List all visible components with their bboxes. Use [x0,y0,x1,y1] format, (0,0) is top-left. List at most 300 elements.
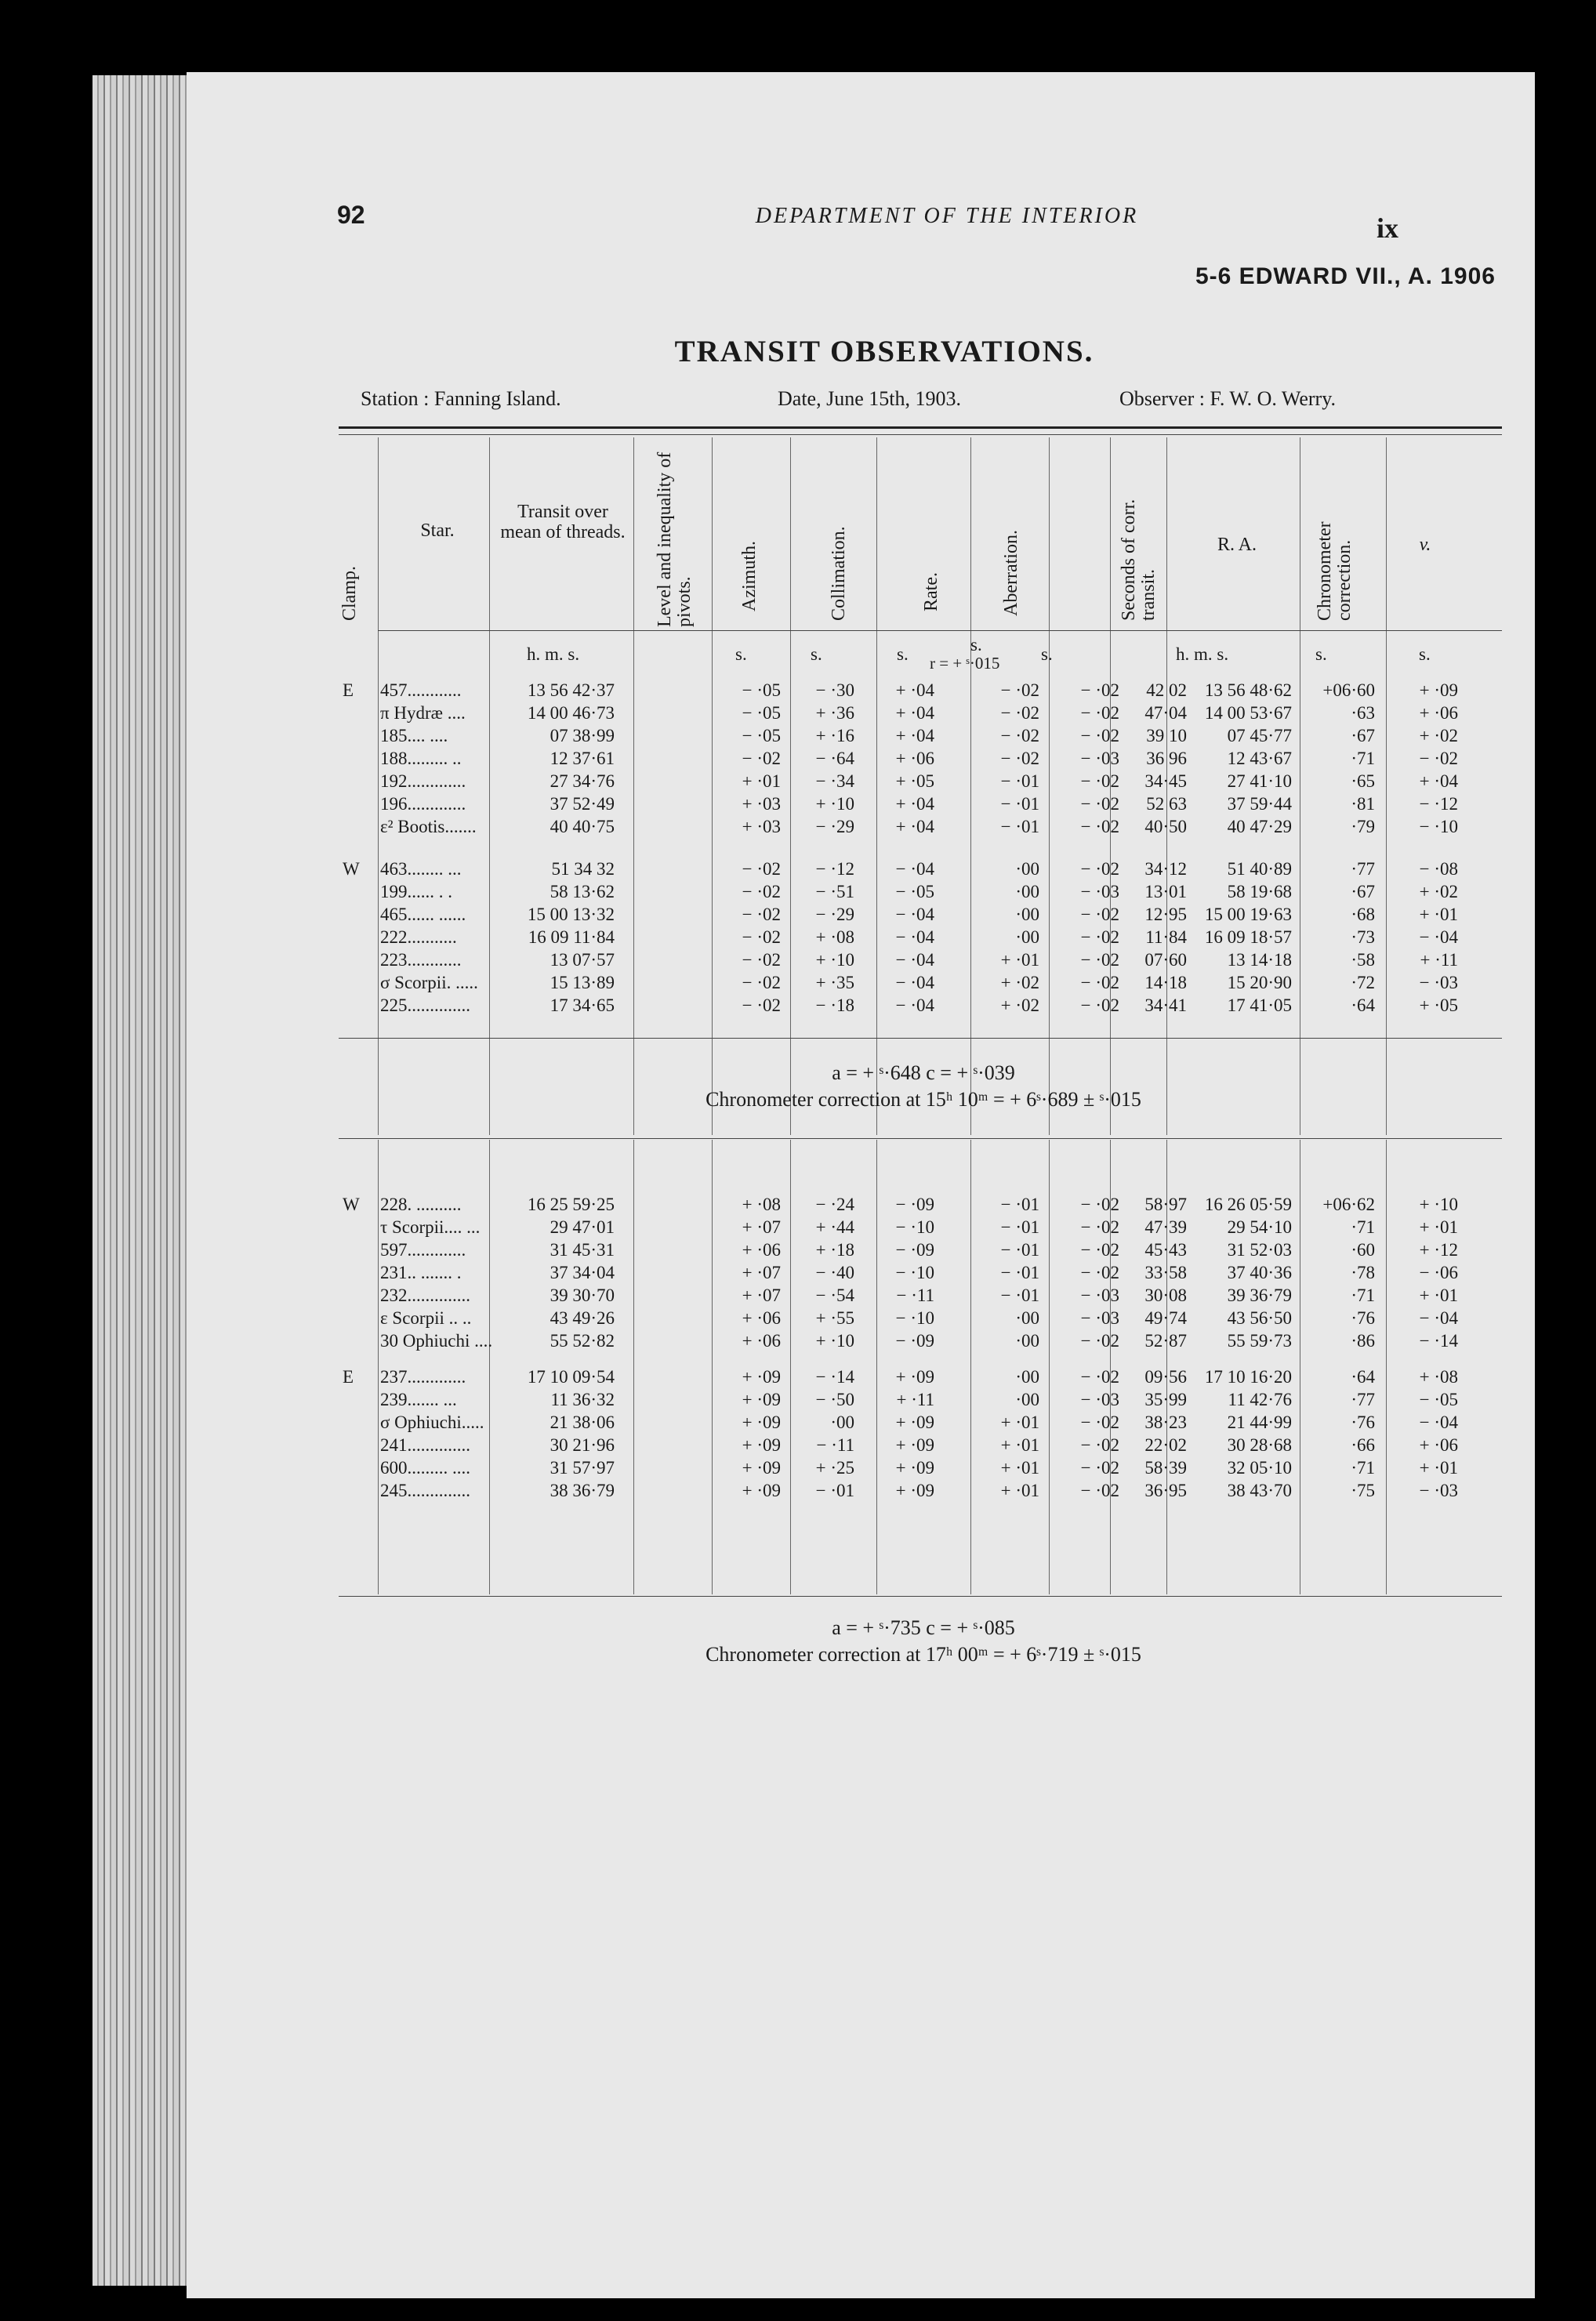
cell-aberr: − ·02 [1080,973,1119,992]
cell-sec: 35·99 [1144,1390,1187,1409]
table-row [187,1481,1535,1503]
cell-star: 463........ ... [380,859,462,879]
table-top-rule-thin [339,434,1502,435]
cell-star: 239....... ... [380,1390,457,1409]
cell-transit: 13 07·57 [550,950,615,970]
cell-ra: 15 00 19·63 [1204,905,1292,924]
page-number: 92 [337,201,365,229]
cell-coll: + ·09 [895,1435,934,1455]
cell-v: − ·02 [1419,749,1458,768]
cell-transit: 16 25 59·25 [527,1195,615,1214]
cell-rate: + ·02 [1000,973,1039,992]
cell-rate: − ·02 [1000,749,1039,768]
cell-transit: 55 52·82 [550,1331,615,1351]
cell-star: 185.... .... [380,726,448,745]
table-row [187,1458,1535,1480]
cell-rate: − ·02 [1000,726,1039,745]
cell-aberr: − ·02 [1080,680,1119,700]
cell-star: ε² Bootis....... [380,817,477,836]
table-row [187,1390,1535,1412]
cell-v: − ·10 [1419,817,1458,836]
cell-aberr: − ·03 [1080,882,1119,901]
cell-transit: 15 00 13·32 [527,905,615,924]
cell-azimuth: − ·14 [815,1367,854,1387]
cell-level: + ·07 [742,1286,781,1305]
group2-bottom-rule [339,1038,1502,1039]
cell-level: − ·05 [742,680,781,700]
cell-v: − ·12 [1419,794,1458,814]
cell-coll: + ·11 [896,1390,934,1409]
cell-ra: 15 20·90 [1227,973,1292,992]
cell-ra: 16 09 18·57 [1204,927,1292,947]
cell-star: 245.............. [380,1481,470,1500]
cell-chron: ·68 [1351,905,1375,924]
cell-transit: 13 56 42·37 [527,680,615,700]
cell-aberr: − ·02 [1080,794,1119,814]
cell-v: + ·06 [1419,1435,1458,1455]
cell-ra: 43 56·50 [1227,1308,1292,1328]
cell-ra: 30 28·68 [1227,1435,1292,1455]
cell-chron: ·73 [1351,927,1375,947]
cell-sec: 49·74 [1144,1308,1187,1328]
cell-rate: + ·02 [1000,995,1039,1015]
cell-chron: ·86 [1351,1331,1375,1351]
cell-aberr: − ·03 [1080,1390,1119,1409]
cell-aberr: − ·02 [1080,1367,1119,1387]
cell-level: + ·09 [742,1458,781,1478]
cell-azimuth: − ·51 [815,882,854,901]
cell-coll: − ·04 [895,973,934,992]
cell-azimuth: − ·34 [815,771,854,791]
cell-v: − ·05 [1419,1390,1458,1409]
cell-coll: − ·11 [896,1286,934,1305]
table-row [187,1331,1535,1353]
header-aberration: Aberration. [1001,530,1021,616]
cell-star: 600......... .... [380,1458,470,1478]
cell-chron: ·66 [1351,1435,1375,1455]
cell-aberr: − ·03 [1080,749,1119,768]
cell-rate: − ·01 [1000,1217,1039,1237]
cell-aberr: − ·02 [1080,1217,1119,1237]
cell-coll: − ·10 [895,1308,934,1328]
cell-rate: ·00 [1015,1308,1039,1328]
cell-transit: 51 34 32 [551,859,615,879]
cell-coll: + ·09 [895,1481,934,1500]
cell-sec: 12·95 [1144,905,1187,924]
cell-v: − ·06 [1419,1263,1458,1282]
cell-rate: − ·01 [1000,1240,1039,1260]
cell-level: + ·09 [742,1481,781,1500]
cell-v: + ·09 [1419,680,1458,700]
cell-star: 223............ [380,950,462,970]
header-chronometer: Chronometer correction. [1315,521,1355,621]
cell-level: − ·02 [742,859,781,879]
cell-ra: 29 54·10 [1227,1217,1292,1237]
cell-ra: 16 26 05·59 [1204,1195,1292,1214]
cell-v: − ·03 [1419,973,1458,992]
cell-v: + ·11 [1420,950,1458,970]
cell-sec: 39 10 [1146,726,1187,745]
units-level: s. [735,644,747,664]
table-row [187,995,1535,1017]
date-info: Date, June 15th, 1903. [778,387,961,410]
cell-ra: 12 43·67 [1227,749,1292,768]
cell-level: − ·02 [742,995,781,1015]
cell-transit: 16 09 11·84 [528,927,615,947]
cell-sec: 36 96 [1146,749,1187,768]
cell-star: 237............. [380,1367,466,1387]
units-aberration: s. [1041,644,1053,664]
cell-clamp: E [343,1367,354,1387]
cell-ra: 31 52·03 [1227,1240,1292,1260]
cell-ra: 13 56 48·62 [1204,680,1292,700]
page-title: TRANSIT OBSERVATIONS. [674,335,1094,368]
cell-rate: − ·01 [1000,771,1039,791]
units-collimation: s. [897,644,909,664]
cell-level: − ·02 [742,950,781,970]
cell-transit: 27 34·76 [550,771,615,791]
cell-coll: + ·04 [895,726,934,745]
cell-aberr: − ·02 [1080,1435,1119,1455]
cell-transit: 39 30·70 [550,1286,615,1305]
cell-rate: − ·02 [1000,680,1039,700]
cell-azimuth: − ·64 [815,749,854,768]
cell-aberr: − ·02 [1080,771,1119,791]
cell-ra: 13 14·18 [1227,950,1292,970]
cell-level: + ·09 [742,1435,781,1455]
cell-level: + ·06 [742,1308,781,1328]
cell-level: + ·03 [742,794,781,814]
units-rate: s. [970,635,982,655]
table-row [187,1217,1535,1239]
cell-rate: + ·01 [1000,1435,1039,1455]
cell-azimuth: ·00 [830,1413,854,1432]
header-clamp: Clamp. [339,566,360,621]
cell-v: + ·08 [1419,1367,1458,1387]
cell-v: − ·14 [1419,1331,1458,1351]
running-title: DEPARTMENT OF THE INTERIOR [755,204,1139,228]
units-transit: h. m. s. [527,644,580,664]
cell-sec: 47·39 [1144,1217,1187,1237]
cell-transit: 07 38·99 [550,726,615,745]
cell-coll: − ·10 [895,1217,934,1237]
header-seconds: Seconds of corr. transit. [1119,499,1159,621]
cell-coll: − ·04 [895,950,934,970]
table-row [187,973,1535,995]
cell-star: 597............. [380,1240,466,1260]
header-level: Level and inequality of pivots. [655,452,695,627]
cell-ra: 07 45·77 [1227,726,1292,745]
scanned-page [187,72,1535,2298]
roman-page-number: ix [1377,212,1399,244]
cell-level: + ·07 [742,1217,781,1237]
cell-sec: 42 02 [1146,680,1187,700]
units-azimuth: s. [811,644,822,664]
cell-coll: − ·09 [895,1240,934,1260]
cell-v: + ·01 [1419,1217,1458,1237]
cell-aberr: − ·02 [1080,859,1119,879]
cell-ra: 40 47·29 [1227,817,1292,836]
cell-transit: 43 49·26 [550,1308,615,1328]
cell-transit: 17 10 09·54 [527,1367,615,1387]
cell-sec: 45·43 [1144,1240,1187,1260]
cell-azimuth: + ·35 [815,973,854,992]
table-top-rule [339,426,1502,429]
table-row [187,703,1535,725]
cell-chron: ·64 [1351,1367,1375,1387]
cell-coll: + ·09 [895,1367,934,1387]
cell-transit: 40 40·75 [550,817,615,836]
cell-coll: + ·05 [895,771,934,791]
cell-azimuth: − ·29 [815,817,854,836]
cell-v: + ·02 [1419,882,1458,901]
cell-chron: ·63 [1351,703,1375,723]
cell-rate: − ·01 [1000,1195,1039,1214]
cell-rate: + ·01 [1000,1481,1039,1500]
cell-rate: ·00 [1015,905,1039,924]
cell-transit: 15 13·89 [550,973,615,992]
cell-azimuth: − ·40 [815,1263,854,1282]
cell-star: 192............. [380,771,466,791]
cell-aberr: − ·02 [1080,1263,1119,1282]
table-row [187,905,1535,927]
table-row [187,749,1535,771]
cell-aberr: − ·02 [1080,1331,1119,1351]
cell-level: + ·09 [742,1367,781,1387]
cell-transit: 31 45·31 [550,1240,615,1260]
cell-coll: + ·04 [895,794,934,814]
cell-level: − ·02 [742,905,781,924]
cell-coll: − ·09 [895,1331,934,1351]
summary1-chronometer: Chronometer correction at 15ʰ 10ᵐ = + 6ˢ·689 ± ˢ·015 [706,1088,1141,1111]
cell-sec: 14·18 [1144,973,1187,992]
summary2-chronometer: Chronometer correction at 17ʰ 00ᵐ = + 6ˢ·719 ± ˢ·015 [706,1643,1141,1666]
cell-rate: ·00 [1015,1331,1039,1351]
cell-coll: − ·05 [895,882,934,901]
cell-chron: ·76 [1351,1308,1375,1328]
cell-coll: + ·04 [895,703,934,723]
cell-aberr: − ·03 [1080,1308,1119,1328]
cell-rate: − ·01 [1000,817,1039,836]
cell-aberr: − ·02 [1080,1458,1119,1478]
cell-star: 225.............. [380,995,470,1015]
cell-chron: ·76 [1351,1413,1375,1432]
cell-star: 241.............. [380,1435,470,1455]
cell-v: − ·04 [1419,1413,1458,1432]
cell-sec: 11·84 [1145,927,1187,947]
cell-azimuth: + ·10 [815,1331,854,1351]
cell-level: − ·02 [742,927,781,947]
cell-coll: + ·09 [895,1458,934,1478]
cell-chron: ·60 [1351,1240,1375,1260]
cell-v: + ·02 [1419,726,1458,745]
cell-star: 228. .......... [380,1195,462,1214]
cell-transit: 21 38·06 [550,1413,615,1432]
cell-ra: 21 44·99 [1227,1413,1292,1432]
cell-aberr: − ·02 [1080,995,1119,1015]
table-row [187,1413,1535,1434]
cell-v: + ·06 [1419,703,1458,723]
cell-ra: 14 00 53·67 [1204,703,1292,723]
cell-ra: 17 41·05 [1227,995,1292,1015]
cell-level: + ·09 [742,1390,781,1409]
cell-chron: ·71 [1351,1286,1375,1305]
table-row [187,1195,1535,1217]
cell-azimuth: − ·01 [815,1481,854,1500]
cell-transit: 17 34·65 [550,995,615,1015]
cell-ra: 51 40·89 [1227,859,1292,879]
table-row [187,1286,1535,1307]
cell-azimuth: − ·54 [815,1286,854,1305]
table-row [187,950,1535,972]
cell-transit: 58 13·62 [550,882,615,901]
cell-ra: 37 59·44 [1227,794,1292,814]
cell-chron: ·58 [1351,950,1375,970]
cell-aberr: − ·02 [1080,1481,1119,1500]
table-row [187,794,1535,816]
cell-chron: ·79 [1351,817,1375,836]
cell-star: 232.............. [380,1286,470,1305]
group4-bottom-rule [339,1596,1502,1597]
cell-sec: 34·12 [1144,859,1187,879]
cell-level: − ·02 [742,973,781,992]
cell-aberr: − ·02 [1080,905,1119,924]
table-row [187,817,1535,839]
cell-chron: ·67 [1351,882,1375,901]
units-rate-r: r = + ˢ·015 [930,654,1000,673]
cell-chron: +06·62 [1322,1195,1375,1214]
cell-ra: 17 10 16·20 [1204,1367,1292,1387]
cell-coll: − ·09 [895,1195,934,1214]
cell-sec: 47·04 [1144,703,1187,723]
cell-rate: ·00 [1015,859,1039,879]
cell-transit: 29 47·01 [550,1217,615,1237]
cell-coll: + ·04 [895,680,934,700]
header-bottom-rule [378,630,1502,631]
cell-coll: + ·04 [895,817,934,836]
cell-v: − ·04 [1419,1308,1458,1328]
cell-azimuth: + ·44 [815,1217,854,1237]
cell-sec: 34·41 [1144,995,1187,1015]
cell-rate: ·00 [1015,1390,1039,1409]
cell-rate: + ·01 [1000,1458,1039,1478]
units-v: s. [1419,644,1431,664]
cell-azimuth: + ·16 [815,726,854,745]
summary1-constants: a = + ˢ·648 c = + ˢ·039 [832,1061,1015,1084]
cell-ra: 32 05·10 [1227,1458,1292,1478]
cell-sec: 07·60 [1144,950,1187,970]
cell-azimuth: − ·12 [815,859,854,879]
page-edges [92,75,202,2286]
cell-v: + ·05 [1419,995,1458,1015]
header-star: Star. [420,520,455,541]
cell-star: 30 Ophiuchi .... [380,1331,493,1351]
cell-coll: − ·04 [895,905,934,924]
units-chronometer: s. [1315,644,1327,664]
cell-rate: − ·01 [1000,794,1039,814]
cell-rate: + ·01 [1000,1413,1039,1432]
cell-azimuth: + ·10 [815,950,854,970]
cell-rate: ·00 [1015,1367,1039,1387]
table-row [187,859,1535,881]
cell-sec: 33·58 [1144,1263,1187,1282]
observer-info: Observer : F. W. O. Werry. [1119,387,1337,410]
cell-aberr: − ·02 [1080,1240,1119,1260]
cell-level: − ·02 [742,882,781,901]
cell-chron: ·75 [1351,1481,1375,1500]
cell-sec: 36·95 [1144,1481,1187,1500]
cell-v: − ·04 [1419,927,1458,947]
cell-star: 199...... . . [380,882,452,901]
cell-v: + ·01 [1419,1458,1458,1478]
cell-azimuth: + ·25 [815,1458,854,1478]
cell-transit: 11 36·32 [550,1390,615,1409]
cell-ra: 11 42·76 [1228,1390,1292,1409]
cell-sec: 40·50 [1144,817,1187,836]
cell-azimuth: − ·29 [815,905,854,924]
cell-ra: 27 41·10 [1227,771,1292,791]
cell-level: + ·08 [742,1195,781,1214]
cell-sec: 13·01 [1144,882,1187,901]
cell-level: + ·06 [742,1331,781,1351]
cell-sec: 52·87 [1144,1331,1187,1351]
cell-coll: + ·06 [895,749,934,768]
cell-rate: − ·01 [1000,1286,1039,1305]
cell-v: + ·01 [1419,905,1458,924]
cell-ra: 37 40·36 [1227,1263,1292,1282]
table-row [187,771,1535,793]
cell-rate: − ·02 [1000,703,1039,723]
cell-level: + ·03 [742,817,781,836]
cell-coll: − ·04 [895,995,934,1015]
summary2-constants: a = + ˢ·735 c = + ˢ·085 [832,1616,1015,1639]
cell-clamp: W [343,1195,360,1214]
cell-azimuth: + ·10 [815,794,854,814]
cell-chron: ·81 [1351,794,1375,814]
cell-aberr: − ·02 [1080,726,1119,745]
cell-sec: 30·08 [1144,1286,1187,1305]
cell-sec: 22·02 [1144,1435,1187,1455]
units-ra: h. m. s. [1176,644,1229,664]
cell-star: 465...... ...... [380,905,466,924]
cell-aberr: − ·02 [1080,1195,1119,1214]
cell-sec: 58·39 [1144,1458,1187,1478]
cell-chron: ·71 [1351,1217,1375,1237]
cell-ra: 39 36·79 [1227,1286,1292,1305]
header-v: v. [1419,535,1431,555]
cell-v: + ·10 [1419,1195,1458,1214]
cell-aberr: − ·02 [1080,1413,1119,1432]
cell-chron: +06·60 [1322,680,1375,700]
cell-sec: 09·56 [1144,1367,1187,1387]
cell-star: ε Scorpii .. .. [380,1308,472,1328]
cell-star: σ Scorpii. ..... [380,973,478,992]
cell-rate: ·00 [1015,882,1039,901]
cell-azimuth: − ·50 [815,1390,854,1409]
cell-aberr: − ·02 [1080,817,1119,836]
table-row [187,882,1535,904]
cell-rate: ·00 [1015,927,1039,947]
table-row [187,1240,1535,1262]
cell-transit: 14 00 46·73 [527,703,615,723]
station-info: Station : Fanning Island. [361,387,561,410]
cell-coll: + ·09 [895,1413,934,1432]
cell-azimuth: + ·36 [815,703,854,723]
table-row [187,726,1535,748]
cell-chron: ·64 [1351,995,1375,1015]
cell-sec: 34·45 [1144,771,1187,791]
cell-chron: ·65 [1351,771,1375,791]
